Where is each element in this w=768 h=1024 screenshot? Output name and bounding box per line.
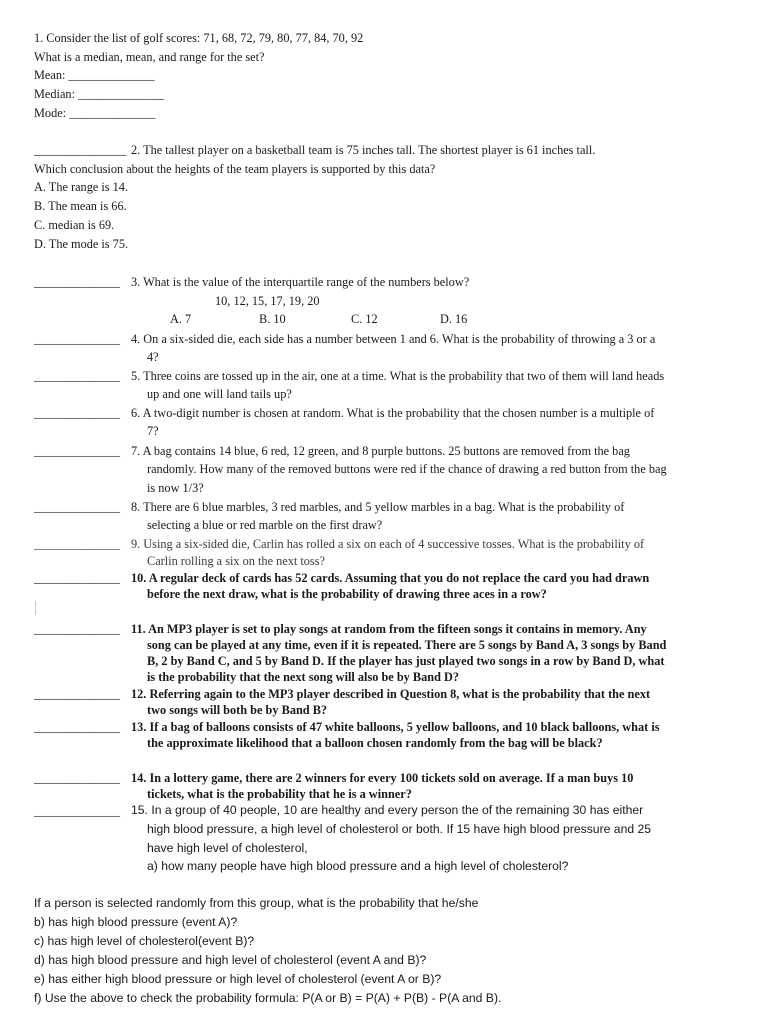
q5-answer-blank[interactable]: ______________ [34,369,121,383]
followup-item-f: f) Use the above to check the probability formula: P(A or B) = P(A) + P(B) - P(A and B). [34,991,502,1005]
q6-answer-blank[interactable]: ______________ [34,406,121,420]
q1-mode-blank[interactable]: Mode: ______________ [34,106,156,120]
q3-option-c: C. 12 [351,312,378,326]
q13-line-2: the approximate likelihood that a balloon chosen randomly from the bag will be black? [147,736,603,750]
q6-line-1: 6. A two-digit number is chosen at random. What is the probability that the chosen number is a multiple of [131,406,655,420]
q13-answer-blank[interactable]: ______________ [34,720,121,734]
q3-option-d: D. 16 [440,312,468,326]
q12-line-2: two songs will both be by Band B? [147,703,328,717]
q15-line-3: have high level of cholesterol, [147,841,308,855]
q4-answer-blank[interactable]: ______________ [34,332,121,346]
q2-option-b: B. The mean is 66. [34,199,127,213]
q10-line-2: before the next draw, what is the probability of drawing three aces in a row? [147,587,547,601]
q2-option-a: A. The range is 14. [34,180,129,194]
q12-line-1: 12. Referring again to the MP3 player described in Question 8, what is the probability that the next [131,687,651,701]
q2-answer-blank[interactable]: _______________ [34,143,127,157]
q6-line-2: 7? [147,424,159,438]
q2-option-d: D. The mode is 75. [34,237,129,251]
q3-line-1: 3. What is the value of the interquartile range of the numbers below? [131,275,470,289]
q15-line-4: a) how many people have high blood pressure and a high level of cholesterol? [147,859,569,873]
q10-answer-blank[interactable]: ______________ [34,571,121,585]
q8-answer-blank[interactable]: ______________ [34,500,121,514]
q7-line-1: 7. A bag contains 14 blue, 6 red, 12 green, and 8 purple buttons. 25 buttons are removed from the bag [131,444,630,458]
followup-intro: If a person is selected randomly from this group, what is the probability that he/she [34,896,479,910]
followup-item-c: c) has high level of cholesterol(event B)? [34,934,255,948]
q5-line-2: up and one will land tails up? [147,387,292,401]
q14-line-1: 14. In a lottery game, there are 2 winners for every 100 tickets sold on average. If a man buys 10 [131,771,634,785]
followup-item-b: b) has high blood pressure (event A)? [34,915,238,929]
q8-line-1: 8. There are 6 blue marbles, 3 red marbles, and 5 yellow marbles in a bag. What is the probability of [131,500,625,514]
q3-option-a: A. 7 [170,312,192,326]
q12-answer-blank[interactable]: ______________ [34,687,121,701]
q1-median-blank[interactable]: Median: ______________ [34,87,165,101]
scan-mark [35,601,36,615]
followup-item-d: d) has high blood pressure and high level of cholesterol (event A and B)? [34,953,427,967]
q7-line-3: is now 1/3? [147,481,204,495]
q14-answer-blank[interactable]: ______________ [34,771,121,785]
q15-line-2: high blood pressure, a high level of cholesterol or both. If 15 have high blood pressure and 25 [147,822,652,836]
q15-answer-blank[interactable]: ______________ [34,804,121,818]
q5-line-1: 5. Three coins are tossed up in the air, one at a time. What is the probability that two of them will land heads [131,369,665,383]
q1-line-2: What is a median, mean, and range for the set? [34,50,265,64]
q11-line-3: B, 2 by Band C, and 5 by Band D. If the player has just played two songs in a row by Band D, what [147,654,665,668]
q7-answer-blank[interactable]: ______________ [34,444,121,458]
q2-line-1: 2. The tallest player on a basketball team is 75 inches tall. The shortest player is 61 inches tall. [131,143,596,157]
q1-line-1: 1. Consider the list of golf scores: 71, 68, 72, 79, 80, 77, 84, 70, 92 [34,31,364,45]
q2-option-c: C. median is 69. [34,218,115,232]
q4-line-1: 4. On a six-sided die, each side has a number between 1 and 6. What is the probability of throwing a 3 or a [131,332,656,346]
q4-line-2: 4? [147,350,159,364]
q1-mean-blank[interactable]: Mean: ______________ [34,68,155,82]
q7-line-2: randomly. How many of the removed buttons were red if the chance of drawing a red button from the bag [147,462,667,476]
q8-line-2: selecting a blue or red marble on the first draw? [147,518,383,532]
q11-line-1: 11. An MP3 player is set to play songs at random from the fifteen songs it contains in memory. Any [131,622,647,636]
q14-line-2: tickets, what is the probability that he is a winner? [147,787,412,801]
q11-answer-blank[interactable]: ______________ [34,622,121,636]
q3-option-b: B. 10 [259,312,286,326]
q9-line-1: 9. Using a six-sided die, Carlin has rolled a six on each of 4 successive tosses. What is the probability of [131,537,645,551]
q3-numbers: 10, 12, 15, 17, 19, 20 [215,294,320,308]
q11-line-4: is the probability that the next song will also be by Band D? [147,670,460,684]
q9-line-2: Carlin rolling a six on the next toss? [147,554,325,568]
q2-line-2: Which conclusion about the heights of the team players is supported by this data? [34,162,436,176]
q9-answer-blank[interactable]: ______________ [34,537,121,551]
q13-line-1: 13. If a bag of balloons consists of 47 white balloons, 5 yellow balloons, and 10 black balloons, what is [131,720,660,734]
q10-line-1: 10. A regular deck of cards has 52 cards. Assuming that you do not replace the card you had drawn [131,571,650,585]
q15-line-1: 15. In a group of 40 people, 10 are healthy and every person the of the remaining 30 has either [131,803,644,817]
q3-answer-blank[interactable]: ______________ [34,275,121,289]
q11-line-2: song can be played at any time, even if it is repeated. There are 5 songs by Band A, 3 songs by Band [147,638,667,652]
followup-item-e: e) has either high blood pressure or high level of cholesterol (event A or B)? [34,972,442,986]
